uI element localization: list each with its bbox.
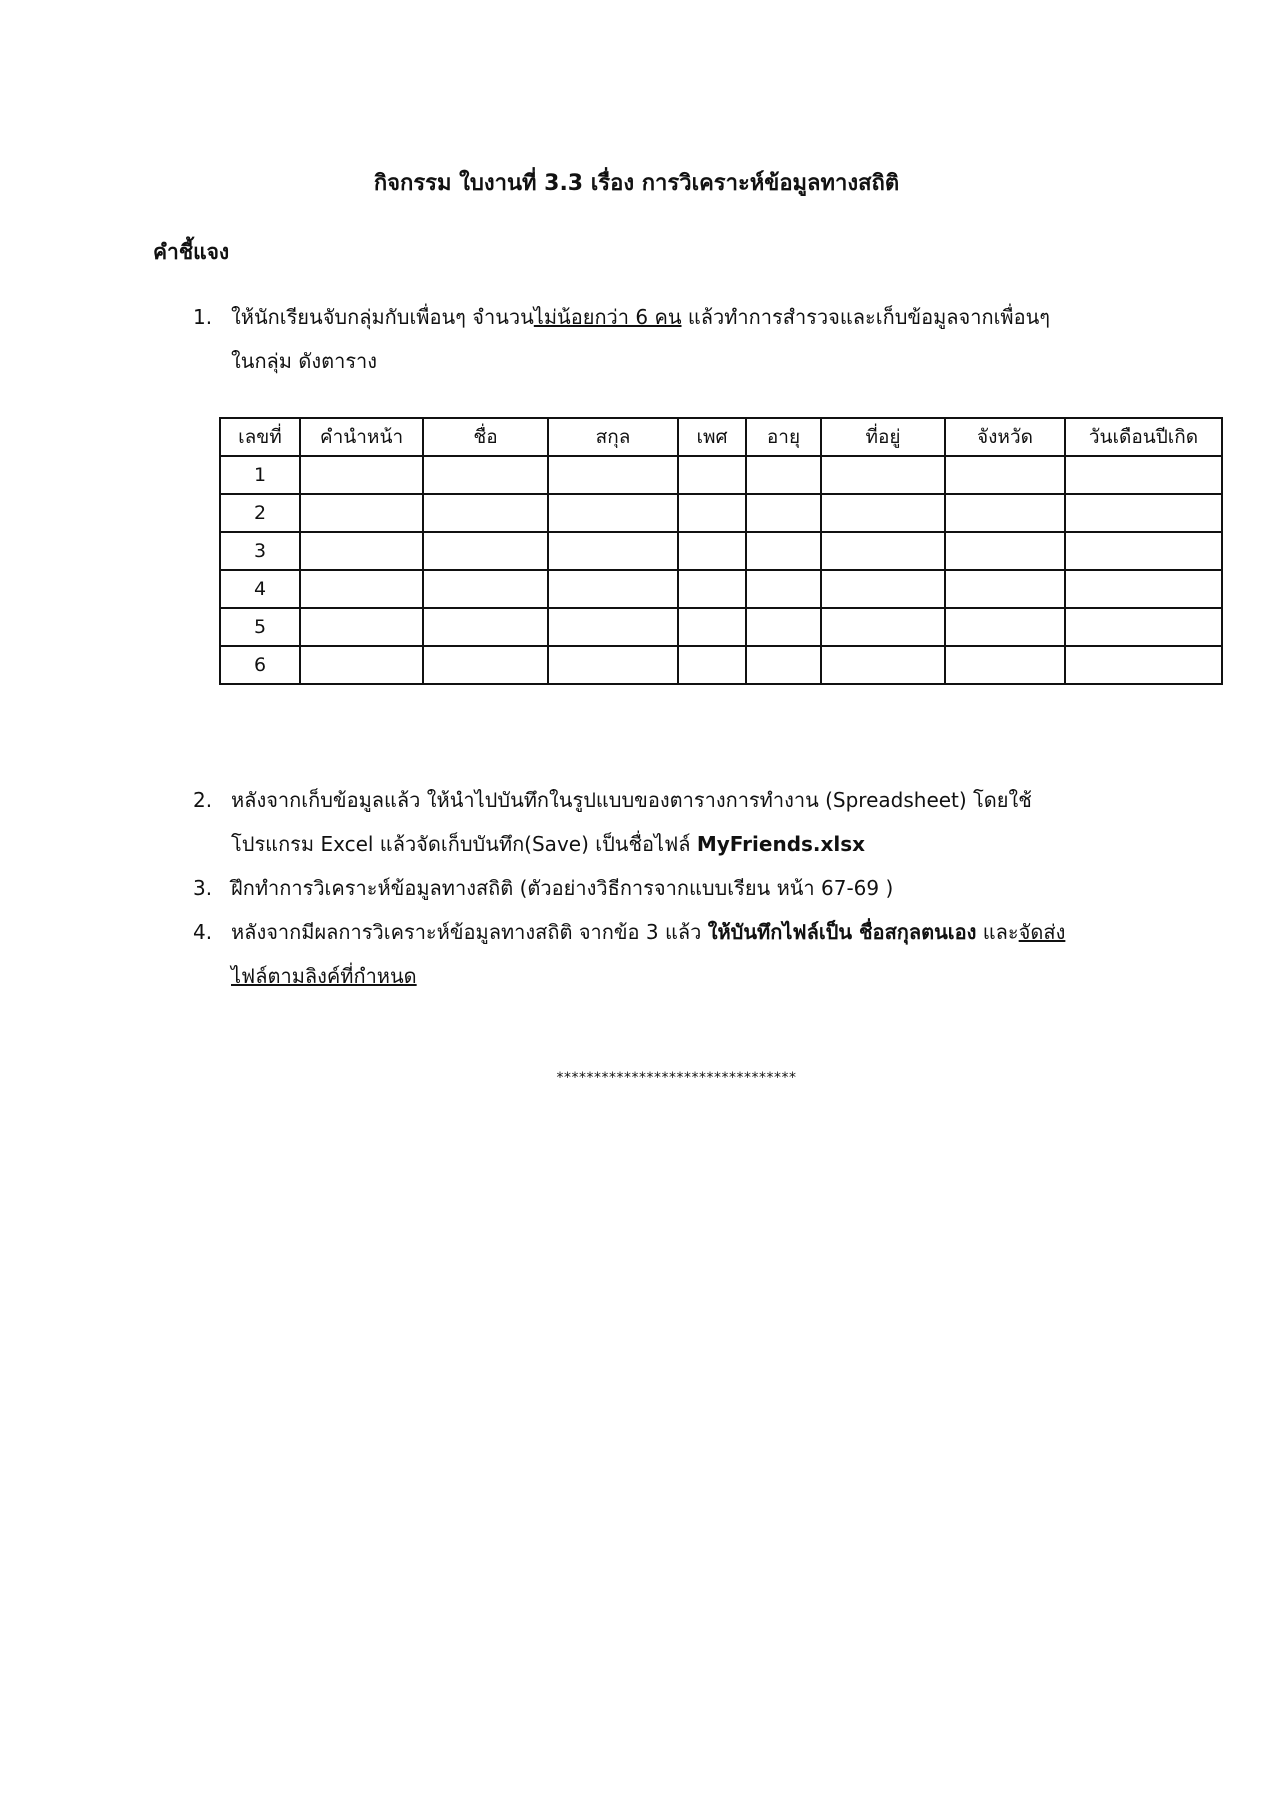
empty-cell xyxy=(1065,494,1222,532)
empty-cell xyxy=(821,608,945,646)
column-header-age: อายุ xyxy=(746,418,821,456)
empty-cell xyxy=(678,494,746,532)
item-text: หลังจากมีผลการวิเคราะห์ข้อมูลทางสถิติ จากข้อ 3 แล้ว xyxy=(231,920,708,944)
item-text: ให้นักเรียนจับกลุ่มกับเพื่อนๆ จำนวน xyxy=(231,305,534,329)
item-bold-text: ให้บันทึกไฟล์เป็น ชื่อสกุลตนเอง xyxy=(707,920,977,944)
empty-cell xyxy=(423,608,548,646)
row-number: 2 xyxy=(220,494,300,532)
item-number: 4. xyxy=(193,920,213,944)
item-underlined-text: จัดส่ง xyxy=(1018,920,1066,944)
empty-cell xyxy=(678,646,746,684)
item-text: แล้วทำการสำรวจและเก็บข้อมูลจากเพื่อนๆ xyxy=(681,305,1051,329)
table-row xyxy=(220,532,1222,570)
row-number: 3 xyxy=(220,532,300,570)
empty-cell xyxy=(423,532,548,570)
item-number: 3. xyxy=(193,876,213,900)
empty-cell xyxy=(678,456,746,494)
item-text: โปรแกรม Excel แล้วจัดเก็บบันทึก(Save) เป็นชื่อไฟล์ xyxy=(231,832,697,856)
item-text: และ xyxy=(976,920,1019,944)
empty-cell xyxy=(746,532,821,570)
instruction-item-4 xyxy=(193,910,1153,998)
empty-cell xyxy=(300,570,423,608)
empty-cell xyxy=(821,456,945,494)
empty-cell xyxy=(678,570,746,608)
item-text: หลังจากเก็บข้อมูลแล้ว ให้นำไปบันทึกในรูปแบบของตารางการทำงาน (Spreadsheet) โดยใช้ xyxy=(231,788,1032,812)
footer-separator: ******************************** xyxy=(556,1070,797,1086)
row-number: 4 xyxy=(220,570,300,608)
empty-cell xyxy=(300,456,423,494)
instructions-heading: คำชี้แจง xyxy=(153,240,230,264)
row-number: 6 xyxy=(220,646,300,684)
column-header-province: จังหวัด xyxy=(945,418,1065,456)
empty-cell xyxy=(423,494,548,532)
table-row xyxy=(220,646,1222,684)
file-name-text: MyFriends.xlsx xyxy=(696,832,866,856)
table-row xyxy=(220,608,1222,646)
item-number: 2. xyxy=(193,788,213,812)
empty-cell xyxy=(821,494,945,532)
table-row xyxy=(220,456,1222,494)
empty-cell xyxy=(746,494,821,532)
empty-cell xyxy=(1065,608,1222,646)
item-number: 1. xyxy=(193,305,213,329)
empty-cell xyxy=(746,646,821,684)
empty-cell xyxy=(1065,646,1222,684)
page-title: กิจกรรม ใบงานที่ 3.3 เรื่อง การวิเคราะห์ข้อมูลทางสถิติ xyxy=(373,171,900,196)
empty-cell xyxy=(821,532,945,570)
empty-cell xyxy=(548,646,678,684)
column-header-birthdate: วันเดือนปีเกิด xyxy=(1065,418,1222,456)
empty-cell xyxy=(423,570,548,608)
empty-cell xyxy=(300,494,423,532)
column-header-address: ที่อยู่ xyxy=(821,418,945,456)
item-underlined-text: ไม่น้อยกว่า 6 คน xyxy=(533,305,682,329)
empty-cell xyxy=(945,570,1065,608)
empty-cell xyxy=(548,494,678,532)
instruction-item-2 xyxy=(193,778,1153,866)
column-header-number: เลขที่ xyxy=(220,418,300,456)
empty-cell xyxy=(548,532,678,570)
empty-cell xyxy=(300,646,423,684)
empty-cell xyxy=(746,608,821,646)
column-header-last-name: สกุล xyxy=(548,418,678,456)
empty-cell xyxy=(548,456,678,494)
empty-cell xyxy=(945,494,1065,532)
row-number: 1 xyxy=(220,456,300,494)
empty-cell xyxy=(423,646,548,684)
column-header-prefix: คำนำหน้า xyxy=(300,418,423,456)
empty-cell xyxy=(821,570,945,608)
item-text: ฝึกทำการวิเคราะห์ข้อมูลทางสถิติ (ตัวอย่างวิธีการจากแบบเรียน หน้า 67-69 ) xyxy=(231,876,894,900)
empty-cell xyxy=(945,646,1065,684)
empty-cell xyxy=(746,570,821,608)
empty-cell xyxy=(746,456,821,494)
table-header-row xyxy=(220,418,1222,456)
item-text: ในกลุ่ม ดังตาราง xyxy=(231,349,378,373)
instruction-item-3 xyxy=(193,866,1153,910)
empty-cell xyxy=(945,608,1065,646)
table-row xyxy=(220,494,1222,532)
item-underlined-text: ไฟล์ตามลิงค์ที่กำหนด xyxy=(231,964,417,988)
empty-cell xyxy=(300,532,423,570)
empty-cell xyxy=(678,532,746,570)
table-row xyxy=(220,570,1222,608)
instruction-item-1 xyxy=(193,295,1153,383)
column-header-gender: เพศ xyxy=(678,418,746,456)
empty-cell xyxy=(548,608,678,646)
column-header-first-name: ชื่อ xyxy=(423,418,548,456)
empty-cell xyxy=(1065,456,1222,494)
survey-table xyxy=(219,417,1223,685)
empty-cell xyxy=(548,570,678,608)
empty-cell xyxy=(678,608,746,646)
empty-cell xyxy=(1065,570,1222,608)
row-number: 5 xyxy=(220,608,300,646)
empty-cell xyxy=(945,532,1065,570)
empty-cell xyxy=(423,456,548,494)
empty-cell xyxy=(945,456,1065,494)
empty-cell xyxy=(821,646,945,684)
empty-cell xyxy=(300,608,423,646)
empty-cell xyxy=(1065,532,1222,570)
